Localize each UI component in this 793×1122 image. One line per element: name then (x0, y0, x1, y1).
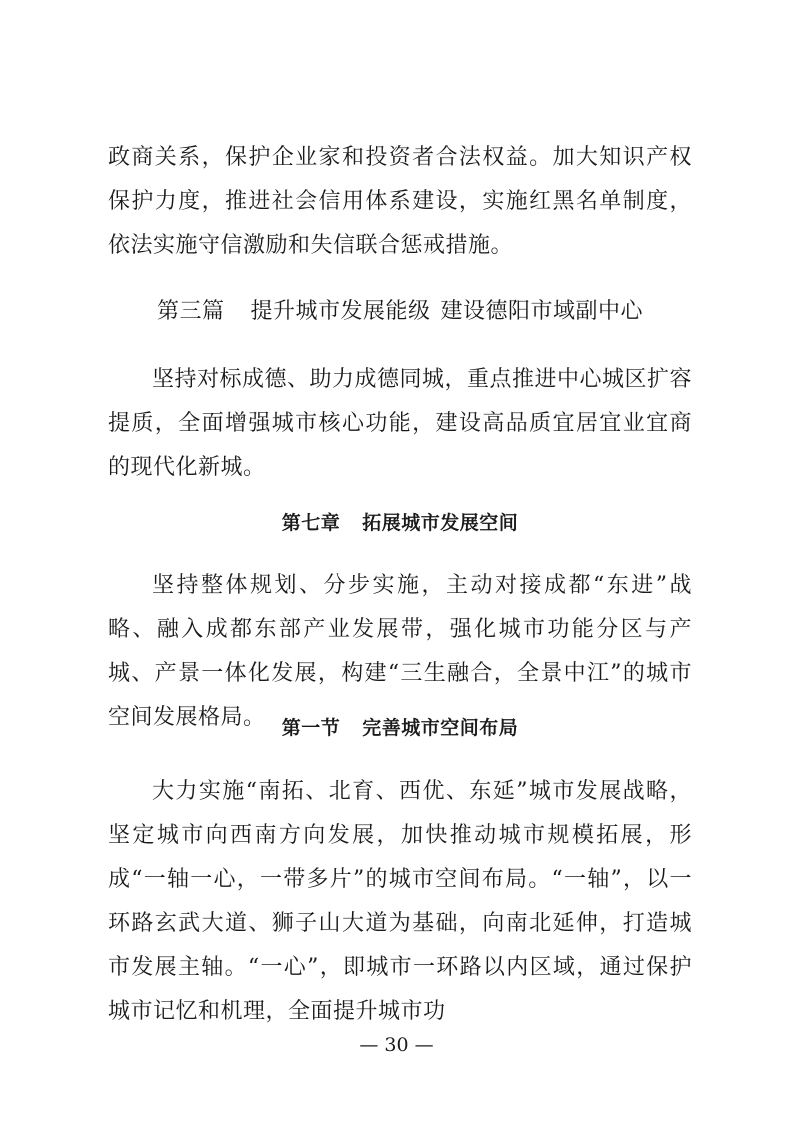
paragraph-chapter-intro: 坚持整体规划、分步实施，主动对接成都“东进”战略、融入成都东部产业发展带，强化城市功能分区与产城、产景一体化发展，构建“三生融合，全景中江”的城市空间发展格局。 (108, 573, 692, 730)
paragraph-continued: 政商关系，保护企业家和投资者合法权益。加大知识产权保护力度，推进社会信用体系建设，实施红黑名单制度，依法实施守信激励和失信联合惩戒措施。 (108, 145, 692, 258)
paragraph-section-body: 大力实施“南拓、北育、西优、东延”城市发展战略，坚定城市向西南方向发展，加快推动城市规模拓展，形成“一轴一心，一带多片”的城市空间布局。“一轴”，以一环路玄武大道、狮子山大道为基础，向南北延伸，打造城市发展主轴。“一心”，即城市一环路以内区域，通过保护城市记忆和机理，全面提升城市功 (108, 779, 692, 1024)
paragraph-part-intro: 坚持对标成德、助力成德同城，重点推进中心城区扩容提质，全面增强城市核心功能，建设高品质宜居宜业宜商的现代化新城。 (108, 367, 693, 480)
part-heading (108, 290, 692, 334)
page-number: — 30 — (359, 1034, 434, 1056)
section-number: 第一节 (281, 717, 341, 739)
part-number: 第三篇 (156, 299, 225, 324)
part-title-a: 提升城市发展能级 (250, 299, 431, 324)
section-title: 完善城市空间布局 (362, 717, 519, 739)
section-heading (108, 708, 692, 748)
chapter-title: 拓展城市发展空间 (362, 512, 519, 534)
chapter-number: 第七章 (281, 512, 341, 534)
chapter-heading (108, 503, 692, 543)
part-title-b: 建设德阳市域副中心 (440, 299, 644, 324)
